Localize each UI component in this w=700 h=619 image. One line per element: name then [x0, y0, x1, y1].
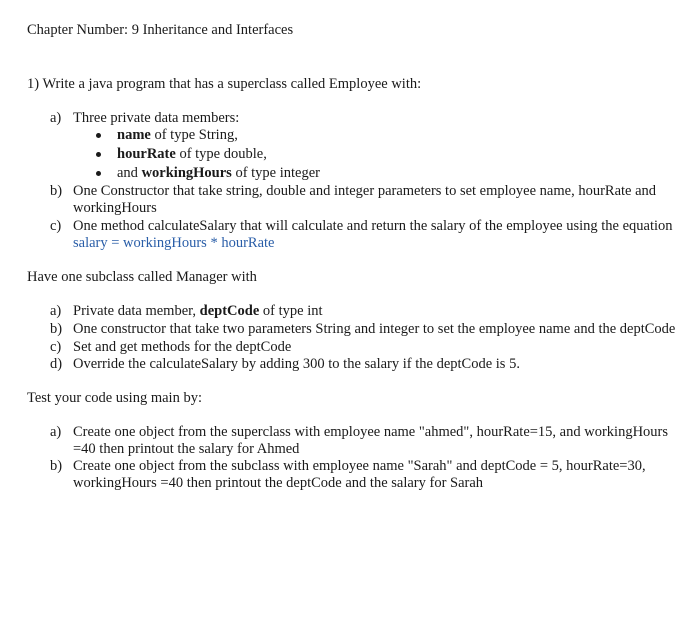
test-item-a-line1: Create one object from the superclass with employee name "ahmed", hourRate=15, and workingHours — [73, 424, 669, 440]
sub-label-b: b) — [50, 321, 63, 337]
item-label-b: b) — [50, 183, 63, 199]
bullet-bold: workingHours — [141, 165, 232, 181]
sub-item-c-text: Set and get methods for the deptCode — [73, 339, 292, 355]
sub-item-d-text: Override the calculateSalary by adding 300 to the salary if the deptCode is 5. — [73, 356, 520, 372]
sub-a-pre: Private data member, — [73, 303, 200, 319]
bullet-rest: of type integer — [231, 165, 320, 181]
bullet-item-workinghours — [117, 165, 320, 182]
bullet-rest: of type double, — [175, 146, 267, 162]
chapter-title: Chapter Number: 9 Inheritance and Interfaces — [27, 22, 294, 38]
bullet-icon — [96, 171, 101, 176]
item-b-text-line2: workingHours — [73, 200, 157, 216]
item-c-text-line1: One method calculateSalary that will calculate and return the salary of the employee using the equation — [73, 218, 673, 234]
bullet-item-name — [117, 127, 238, 144]
bullet-item-hourrate — [117, 146, 267, 163]
test-label-a: a) — [50, 424, 62, 440]
bullet-bold: name — [117, 127, 151, 143]
sub-item-b-text: One constructor that take two parameters String and integer to set the employee name and the deptCode — [73, 321, 676, 337]
item-b-text-line1: One Constructor that take string, double and integer parameters to set employee name, hourRate and — [73, 183, 657, 199]
item-a-text: Three private data members: — [73, 110, 240, 126]
subclass-heading: Have one subclass called Manager with — [27, 269, 257, 285]
salary-formula: salary = workingHours * hourRate — [73, 235, 275, 251]
sub-label-a: a) — [50, 303, 62, 319]
sub-label-c: c) — [50, 339, 62, 355]
sub-a-bold: deptCode — [199, 303, 260, 319]
test-item-b-line1: Create one object from the subclass with employee name "Sarah" and deptCode = 5, hourRate=30, — [73, 458, 646, 474]
sub-a-rest: of type int — [259, 303, 323, 319]
sub-label-d: d) — [50, 356, 63, 372]
bullet-bold: hourRate — [117, 146, 176, 162]
test-heading: Test your code using main by: — [27, 390, 202, 406]
bullet-rest: of type String, — [150, 127, 238, 143]
bullet-icon — [96, 133, 101, 138]
item-label-c: c) — [50, 218, 62, 234]
bullet-pre: and — [117, 165, 142, 181]
test-item-b-line2: workingHours =40 then printout the deptCode and the salary for Sarah — [73, 475, 484, 491]
question-1-intro: 1) Write a java program that has a superclass called Employee with: — [27, 76, 422, 92]
item-label-a: a) — [50, 110, 62, 126]
sub-item-a-text — [73, 303, 323, 320]
test-label-b: b) — [50, 458, 63, 474]
bullet-icon — [96, 152, 101, 157]
test-item-a-line2: =40 then printout the salary for Ahmed — [73, 441, 300, 457]
